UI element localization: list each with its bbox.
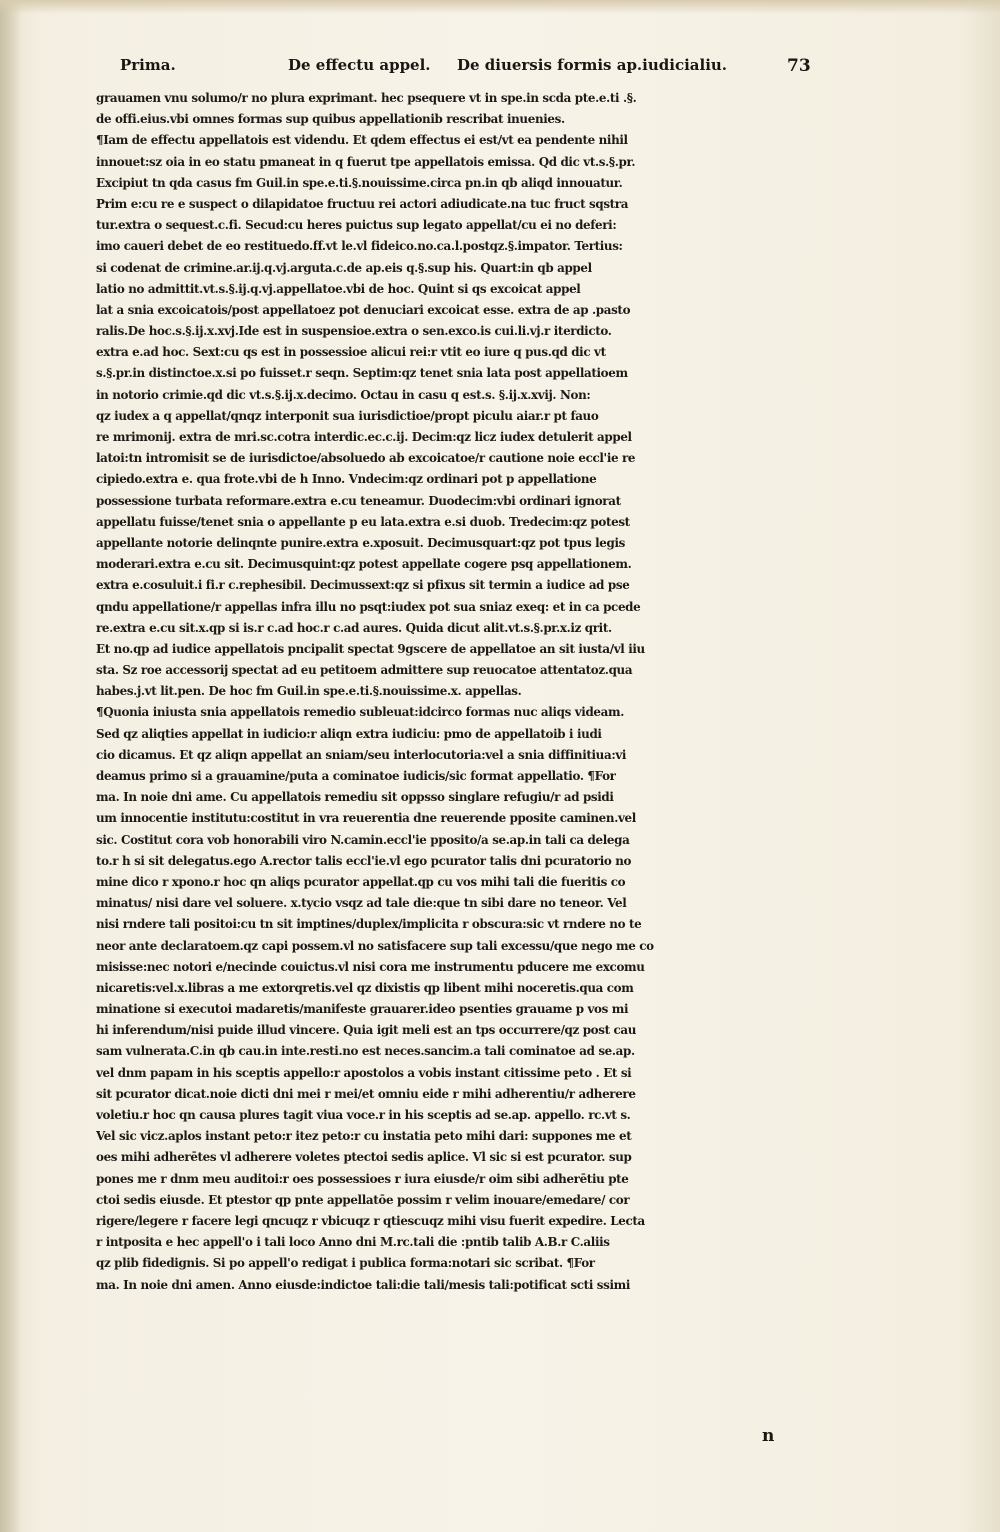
text-line: qz iudex a q appellat/qnqz interponit sua iurisdictioe/propt piculu aiar.r pt fauo [96, 408, 599, 423]
text-line: r intposita e hec appell'o i tali loco Anno dni M.rc.tali die :pntib talib A.B.r C.aliis [96, 1235, 610, 1250]
text-line: rigere/legere r facere legi qncuqz r vbicuqz r qtiescuqz mihi visu fuerit expedire. Lecta [96, 1213, 645, 1228]
text-line: misisse:nec notori e/necinde couictus.vl nisi cora me instrumentu pducere me excomu [96, 959, 645, 974]
text-column [96, 88, 838, 1296]
header-subsection-title: De diuersis formis ap.iudicialiu. [457, 56, 728, 74]
text-line: latoi:tn intromisit se de iurisdictoe/absoluedo ab excoicatoe/r cautione noie eccl'ie re [96, 451, 636, 466]
text-line: nicaretis:vel.x.libras a me extorqretis.vel qz dixistis qp libent mihi noceretis.qua com [96, 980, 634, 995]
text-line: um innocentie institutu:costitut in vra reuerentia dne reuerende pposite caminen.vel [96, 811, 636, 826]
text-line: appellante notorie delinqnte punire.extra e.xposuit. Decimusquart:qz pot tpus legis [96, 535, 625, 550]
text-line: Prim e:cu re e suspect o dilapidatoe fructuu rei actori adiudicate.na tuc fruct sqstra [96, 196, 629, 211]
text-line: latio no admittit.vt.s.§.ij.q.vj.appellatoe.vbi de hoc. Quint si qs excoicat appel [96, 281, 581, 296]
running-header [115, 56, 845, 86]
text-line: lat a snia excoicatois/post appellatoez pot denuciari excoicat esse. extra de ap .pasto [96, 302, 631, 317]
text-line: re mrimonij. extra de mri.sc.cotra interdic.ec.c.ij. Decim:qz licz iudex detulerit appel [96, 430, 632, 444]
text-line: innouet:sz oia in eo statu pmaneat in q fuerut tpe appellatois emissa. Qd dic vt.s.§.pr. [96, 154, 636, 169]
text-line: habes.j.vt lit.pen. De hoc fm Guil.in spe.e.ti.§.nouissime.x. appellas. [96, 684, 522, 699]
text-line: si codenat de crimine.ar.ij.q.vj.arguta.c.de ap.eis q.§.sup his. Quart:in qb appel [96, 260, 592, 275]
text-line: ¶Iam de effectu appellatois est videndu. Et qdem effectus ei est/vt ea pendente nihil [96, 133, 628, 148]
text-line: possessione turbata reformare.extra e.cu teneamur. Duodecim:vbi ordinari ignorat [96, 493, 621, 508]
text-line: de offi.eius.vbi omnes formas sup quibus appellationib rescribat inuenies. [96, 112, 565, 127]
text-line: pones me r dnm meu auditoi:r oes possessioes r iura eiusde/r oim sibi adherētiu pte [96, 1171, 629, 1186]
text-line: extra e.ad hoc. Sext:cu qs est in possessioe alicui rei:r vtit eo iure q pus.qd dic vt [96, 345, 606, 360]
text-line: minatus/ nisi dare vel soluere. x.tycio vsqz ad tale die:que tn sibi dare no teneor. Vel [96, 896, 627, 911]
text-line: re.extra e.cu sit.x.qp si is.r c.ad hoc.r c.ad aures. Quida dicut alit.vt.s.§.pr.x.iz qrit. [96, 620, 612, 635]
text-line: sta. Sz roe accessorij spectat ad eu petitoem admittere sup reuocatoe attentatoz.qua [96, 663, 633, 678]
text-line: nisi rndere tali positoi:cu tn sit imptines/duplex/implicita r obscura:sic vt rndere no te [96, 917, 642, 932]
text-line: moderari.extra e.cu sit. Decimusquint:qz potest appellate cogere psq appellationem. [96, 557, 632, 572]
text-line: to.r h si sit delegatus.ego A.rector talis eccl'ie.vl ego pcurator talis dni pcuratorio no [96, 853, 632, 868]
text-line: minatione si executoi madaretis/manifeste grauarer.ideo psenties grauame p vos mi [96, 1002, 629, 1017]
text-line: in notorio crimie.qd dic vt.s.§.ij.x.decimo. Octau in casu q est.s. §.ij.x.xvij. Non: [96, 387, 591, 402]
text-line: vel dnm papam in his sceptis appello:r apostolos a vobis instant citissime peto . Et si [96, 1065, 632, 1080]
header-book-label: Prima. [120, 56, 176, 74]
text-line: oes mihi adherētes vl adherere voletes ptectoi sedis aplice. Vl sic si est pcurator. sup [96, 1150, 632, 1165]
text-line: cio dicamus. Et qz aliqn appellat an sniam/seu interlocutoria:vel a snia diffinitiua:vi [96, 747, 627, 762]
text-line: imo caueri debet de eo restituedo.ff.vt le.vl fideico.no.ca.l.postqz.§.impator. Tertius: [96, 239, 623, 254]
text-line: ma. In noie dni amen. Anno eiusde:indictoe tali:die tali/mesis tali:potificat scti ssimi [96, 1277, 631, 1292]
signature-mark: n [762, 1426, 775, 1446]
text-line: tur.extra o sequest.c.fi. Secud:cu heres puictus sup legato appellat/cu ei no deferi: [96, 218, 617, 233]
text-line: cipiedo.extra e. qua frote.vbi de h Inno. Vndecim:qz ordinari pot p appellatione [96, 472, 597, 487]
text-line: sit pcurator dicat.noie dicti dni mei r mei/et omniu eide r mihi adherentiu/r adherere [96, 1086, 636, 1101]
text-line: ma. In noie dni ame. Cu appellatois remediu sit oppsso singlare refugiu/r ad psidi [96, 790, 614, 805]
text-line: s.§.pr.in distinctoe.x.si po fuisset.r seqn. Septim:qz tenet snia lata post appellatioem [96, 366, 628, 381]
text-line: qz plib fidedignis. Si po appell'o redigat i publica forma:notari sic scribat. ¶For [96, 1256, 595, 1271]
text-line: extra e.cosuluit.i fi.r c.rephesibil. Decimussext:qz si pfixus sit termin a iudice ad pse [96, 578, 630, 593]
text-line: appellatu fuisse/tenet snia o appellante p eu lata.extra e.si duob. Tredecim:qz potest [96, 514, 630, 529]
text-line: grauamen vnu solumo/r no plura exprimant. hec psequere vt in spe.in scda pte.e.ti .§. [96, 91, 637, 105]
header-section-title: De effectu appel. [288, 56, 431, 74]
folio-number: 73 [787, 56, 811, 76]
text-line: sam vulnerata.C.in qb cau.in inte.resti.no est neces.sancim.a tali cominatoe ad se.ap. [96, 1044, 635, 1059]
text-line: Et no.qp ad iudice appellatois pncipalit spectat 9gscere de appellatoe an sit iusta/vl iiu [96, 641, 645, 656]
text-line: ¶Quonia iniusta snia appellatois remedio subleuat:idcirco formas nuc aliqs videam. [96, 705, 625, 720]
text-line: Sed qz aliqties appellat in iudicio:r aliqn extra iudiciu: pmo de appellatoib i iudi [96, 726, 602, 741]
text-line: deamus primo si a grauamine/puta a cominatoe iudicis/sic format appellatio. ¶For [96, 769, 616, 783]
text-line: Vel sic vicz.aplos instant peto:r itez peto:r cu instatia peto mihi dari: suppones me et [96, 1129, 632, 1144]
text-line: ralis.De hoc.s.§.ij.x.xvj.Ide est in suspensioe.extra o sen.exco.is cui.li.vj.r iterdicto. [96, 324, 612, 339]
text-line: sic. Costitut cora vob honorabili viro N.camin.eccl'ie pposito/a se.ap.in tali ca delega [96, 832, 630, 847]
text-line: voletiu.r hoc qn causa plures tagit viua voce.r in his sceptis ad se.ap. appello. rc.vt s. [96, 1108, 631, 1122]
text-line: qndu appellatione/r appellas infra illu no psqt:iudex pot sua sniaz exeq: et in ca pcede [96, 599, 641, 614]
text-line: mine dico r xpono.r hoc qn aliqs pcurator appellat.qp cu vos mihi tali die fueritis co [96, 874, 626, 889]
text-line: neor ante declaratoem.qz capi possem.vl no satisfacere sup tali excessu/que nego me co [96, 938, 654, 953]
text-line: Excipiut tn qda casus fm Guil.in spe.e.ti.§.nouissime.circa pn.in qb aliqd innouatur. [96, 175, 623, 190]
text-line: ctoi sedis eiusde. Et ptestor qp pnte appellatōe possim r velim inouare/emedare/ cor [96, 1192, 630, 1207]
text-line: hi inferendum/nisi puide illud vincere. Quia igit meli est an tps occurrere/qz post cau [96, 1023, 637, 1038]
